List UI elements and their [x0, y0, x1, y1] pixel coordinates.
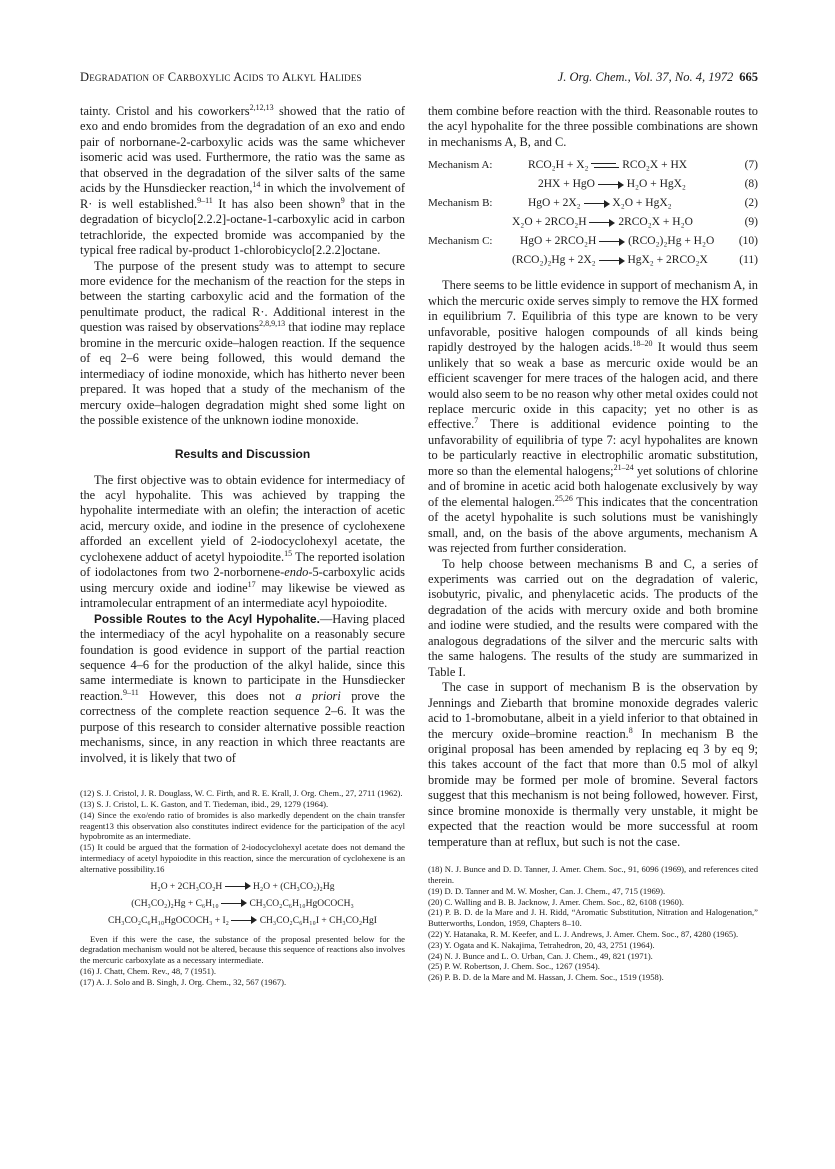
arrow-icon [584, 200, 610, 208]
footnote: (15) It could be argued that the formation of 2-iodocyclohexyl acetate does not demand the intermediacy of acetyl hypoiodite in this reaction, since the mercuration of cyclohexene is an alternative possibility.16 [80, 842, 405, 874]
mechanism-row: Mechanism B: HgO + 2X₂ X₂O + HgX₂ (2) [428, 197, 758, 210]
journal-citation [558, 70, 758, 85]
mechanism-row: (RCO₂)₂Hg + 2X₂ HgX₂ + 2RCO₂X (11) [512, 254, 758, 267]
footnote: Even if this were the case, the substance of the proposal presented below for the degradation mechanism would not be altered, because this sequence of reactions also involves the mercuric carboxylate as a necessary intermediate. [80, 933, 405, 966]
footnote: (21) P. B. D. de la Mare and J. H. Ridd, “Aromatic Substitution, Nitration and Halogenation,” Butterworths, London, 1959, Chapters 8–10. [428, 907, 758, 929]
mechanism-row: Mechanism A: RCO₂H + X₂ RCO₂X + HX (7) [428, 159, 758, 172]
arrow-icon [231, 916, 257, 924]
arrow-icon [599, 238, 625, 246]
footnotes-right [428, 864, 758, 983]
footnote: (18) N. J. Bunce and D. D. Tanner, J. Amer. Chem. Soc., 91, 6096 (1969), and references cited therein. [428, 864, 758, 885]
section-heading: Results and Discussion [174, 446, 311, 461]
paragraph: tainty. Cristol and his coworkers$^{2,12,13}$ showed that the ratio of exo and endo bromides from the degradation of an exo and endo pair of norbornane-2-carboxylic acids was the same whichever isomeric acid was used. Furthermore, the ratio was the same as that observed in the degradation of the silver salts of the same acids by the Hunsdiecker reaction,$^{14}$ in which the involvement of R· is well established.$^{9-11}$ It has also been shown$^9$ that in the degradation of bicyclo[2.2.2]-octane-1-carboxylic acid in carbon tetrachloride, the expected bromide was accompanied by the typical free radical by-product 1-chlorobicyclo[2.2.2]octane. [80, 102, 406, 258]
mechanism-row: Mechanism C: HgO + 2RCO₂H (RCO₂)₂Hg + H₂O (10) [428, 235, 758, 248]
left-column [80, 104, 405, 987]
runin-heading: Possible Routes to the Acyl Hypohalite. [94, 611, 320, 626]
footnote: (13) S. J. Cristol, L. K. Gaston, and T. Tiedeman, ibid., 29, 1279 (1964). [80, 798, 329, 809]
footnote: (23) Y. Ogata and K. Nakajima, Tetrahedron, 20, 43, 2751 (1964). [428, 939, 655, 950]
running-title: Degradation of Carboxylic Acids to Alkyl Halides [80, 70, 362, 84]
paragraph: The case in support of mechanism B is the observation by Jennings and Ziebarth that bromine monoxide degrades valeric acid to 1-bromobutane, albeit in a yield inferior to that obtained in the mercury oxide–bromine reaction.$^8$ In mechanism B the original proposal has been amended by replacing eq 3 by eq 9; this takes account of the fact that more than 0.5 mol of alkyl bromide may be formed per mole of bromine. Several factors suggest that this mechanism is not being followed, however. First, since bromine monoxide is thermally very unstable, it might be expected that the reaction would be more successful at room temperature than at reflux, but such is not the case. [428, 680, 758, 849]
running-header [80, 70, 758, 90]
right-column [428, 104, 758, 983]
arrow-icon [598, 181, 624, 189]
footnote: (22) Y. Hatanaka, R. M. Keefer, and L. J. Andrews, J. Amer. Chem. Soc., 87, 4280 (1965). [428, 928, 739, 939]
mechanism-row: X₂O + 2RCO₂H 2RCO₂X + H₂O (9) [512, 216, 758, 229]
footnote: (16) J. Chatt, Chem. Rev., 48, 7 (1951). [80, 965, 216, 976]
footnote: (14) Since the exo/endo ratio of bromides is also markedly dependent on the chain transfer reagent13 this observation also constitutes indirect evidence for the participation of the acyl hypobromite as an intermediate. [80, 809, 405, 842]
journal-name: J. Org. Chem., Vol. 37, No. 4, 1972 [557, 70, 734, 84]
footnote-equations: H₂O + 2CH₃CO₂H H₂O + (CH₃CO₂)₂Hg (CH₃CO₂)₂Hg + C₆H₁₀ CH₃CO₂C₆H₁₀HgOCOCH₃ CH₃CO₂C₆H₁₀HgOCOCH₃ + I₂ CH₃CO₂C₆H₁₀I + CH₃CO₂HgI [108, 881, 377, 926]
page-number: 665 [739, 70, 758, 84]
footnote: (17) A. J. Solo and B. Singh, J. Org. Chem., 32, 567 (1967). [80, 976, 287, 987]
arrow-icon [221, 899, 247, 907]
arrow-icon [589, 219, 615, 227]
footnote: (25) P. W. Robertson, J. Chem. Soc., 1267 (1954). [428, 961, 600, 972]
paragraph: Possible Routes to the Acyl Hypohalite.—Having placed the intermediacy of the acyl hypohalite on a reasonably secure foundation is good evidence in support of the partial reaction sequence 4–6 for the production of the alkyl halide, since this same intermediate is known to participate in the Hunsdiecker reaction.$^{9-11}$ However, this does not a priori prove the correctness of the complete reaction sequence 2–6. It was the purpose of this research to consider alternative possible reaction mechanisms, since, in any reaction in which three reactants are involved, it is likely that two of [80, 611, 406, 765]
paragraph: The purpose of the present study was to attempt to secure more evidence for the mechanism of the reaction for the steps in between the starting carboxylic acid and the formation of the penultimate product, the radical R·. Additional interest in the question was raised by observations$^{2,8,9,13}$ that iodine may replace bromine in the mercuric oxide–halogen reaction. If the sequence of eq 2–6 were being followed, this would demand the intermediacy of iodine monoxide, which has hitherto never been prepared. It was hoped that a study of the mechanism of the mercury oxide–halogen degradation might shed some light on the possible existence of the unknown iodine monoxide. [80, 258, 405, 428]
footnotes-left [80, 788, 405, 987]
equilibrium-arrow-icon [591, 161, 619, 170]
mechanism-equations [428, 156, 758, 270]
footnote: (26) P. B. D. de la Mare and M. Hassan, J. Chem. Soc., 1519 (1958). [428, 972, 664, 983]
paragraph: There seems to be little evidence in support of mechanism A, in which the mercuric oxide serves simply to remove the HX formed in equilibrium 7. Equilibria of this type are known to be very unfavorable, positive halogen compounds of all kinds being rapidly destroyed by the halogen acids.$^{18-20}$ It would thus seem unlikely that so weak a base as mercuric oxide would be an efficient scavenger for mere traces of the halogen acid, and there would also seem to be no reason why other metal oxides could not replace mercuric oxide in this capacity; yet no other is as effective.$^7$ There is additional evidence pointing to the unfavorability of equilibria of type 7: acyl hypohalites are known to be particularly reactive in electrophilic aromatic substitution, more so than the elemental halogens;$^{21-24}$ yet solutions of chlorine and of bromine in acetic acid both halogenate exclusively by way of the elemental halogen.$^{25,26}$ This indicates that the concentration of the acetyl hypohalite is such solutions must be vanishingly small, and, on the basis of the above arguments, mechanism A was rejected from further consideration. [428, 278, 758, 556]
arrow-icon [599, 257, 625, 265]
mechanism-row: 2HX + HgO H₂O + HgX₂ (8) [538, 178, 758, 191]
paragraph: them combine before reaction with the third. Reasonable routes to the acyl hypohalite for the three possible combinations are shown in mechanisms A, B, and C. [428, 104, 758, 149]
footnote: (20) C. Walling and B. B. Jacknow, J. Amer. Chem. Soc., 82, 6108 (1960). [428, 896, 684, 907]
footnote: (24) N. J. Bunce and L. O. Urban, Can. J. Chem., 49, 821 (1971). [428, 950, 653, 961]
footnote: (19) D. D. Tanner and M. W. Mosher, Can. J. Chem., 47, 715 (1969). [428, 885, 666, 896]
footnote: (12) S. J. Cristol, J. R. Douglass, W. C. Firth, and R. E. Krall, J. Org. Chem., 27, 2711 (1962). [80, 788, 403, 799]
arrow-icon [225, 882, 251, 890]
paragraph: To help choose between mechanisms B and C, a series of experiments was carried out on the degradation of valeric, isobutyric, pivalic, and phenylacetic acids. The products of the degradation of the acids with mercury oxide and both bromine and iodine were studied, and the results were compared with the analogous degradations of the silver and the mercuric salts with the same halogens. The results of the study are summarized in Table I. [428, 556, 758, 679]
paragraph: The first objective was to obtain evidence for intermediacy of the acyl hypohalite. This was achieved by trapping the hypohalite intermediate with an olefin; the interaction of acetic acid, mercury oxide, and iodine in the presence of cyclohexene afforded an excellent yield of 2-iodocyclohexyl acetate, the cyclohexene adduct of acetyl hypoiodite.$^{15}$ The reported isolation of iodolactones from two 2-norbornene-endo-5-carboxylic acids using mercury oxide and iodine$^{17}$ may likewise be viewed as intramolecular entrapment of an intermediate acyl hypoiodite. [80, 472, 405, 611]
